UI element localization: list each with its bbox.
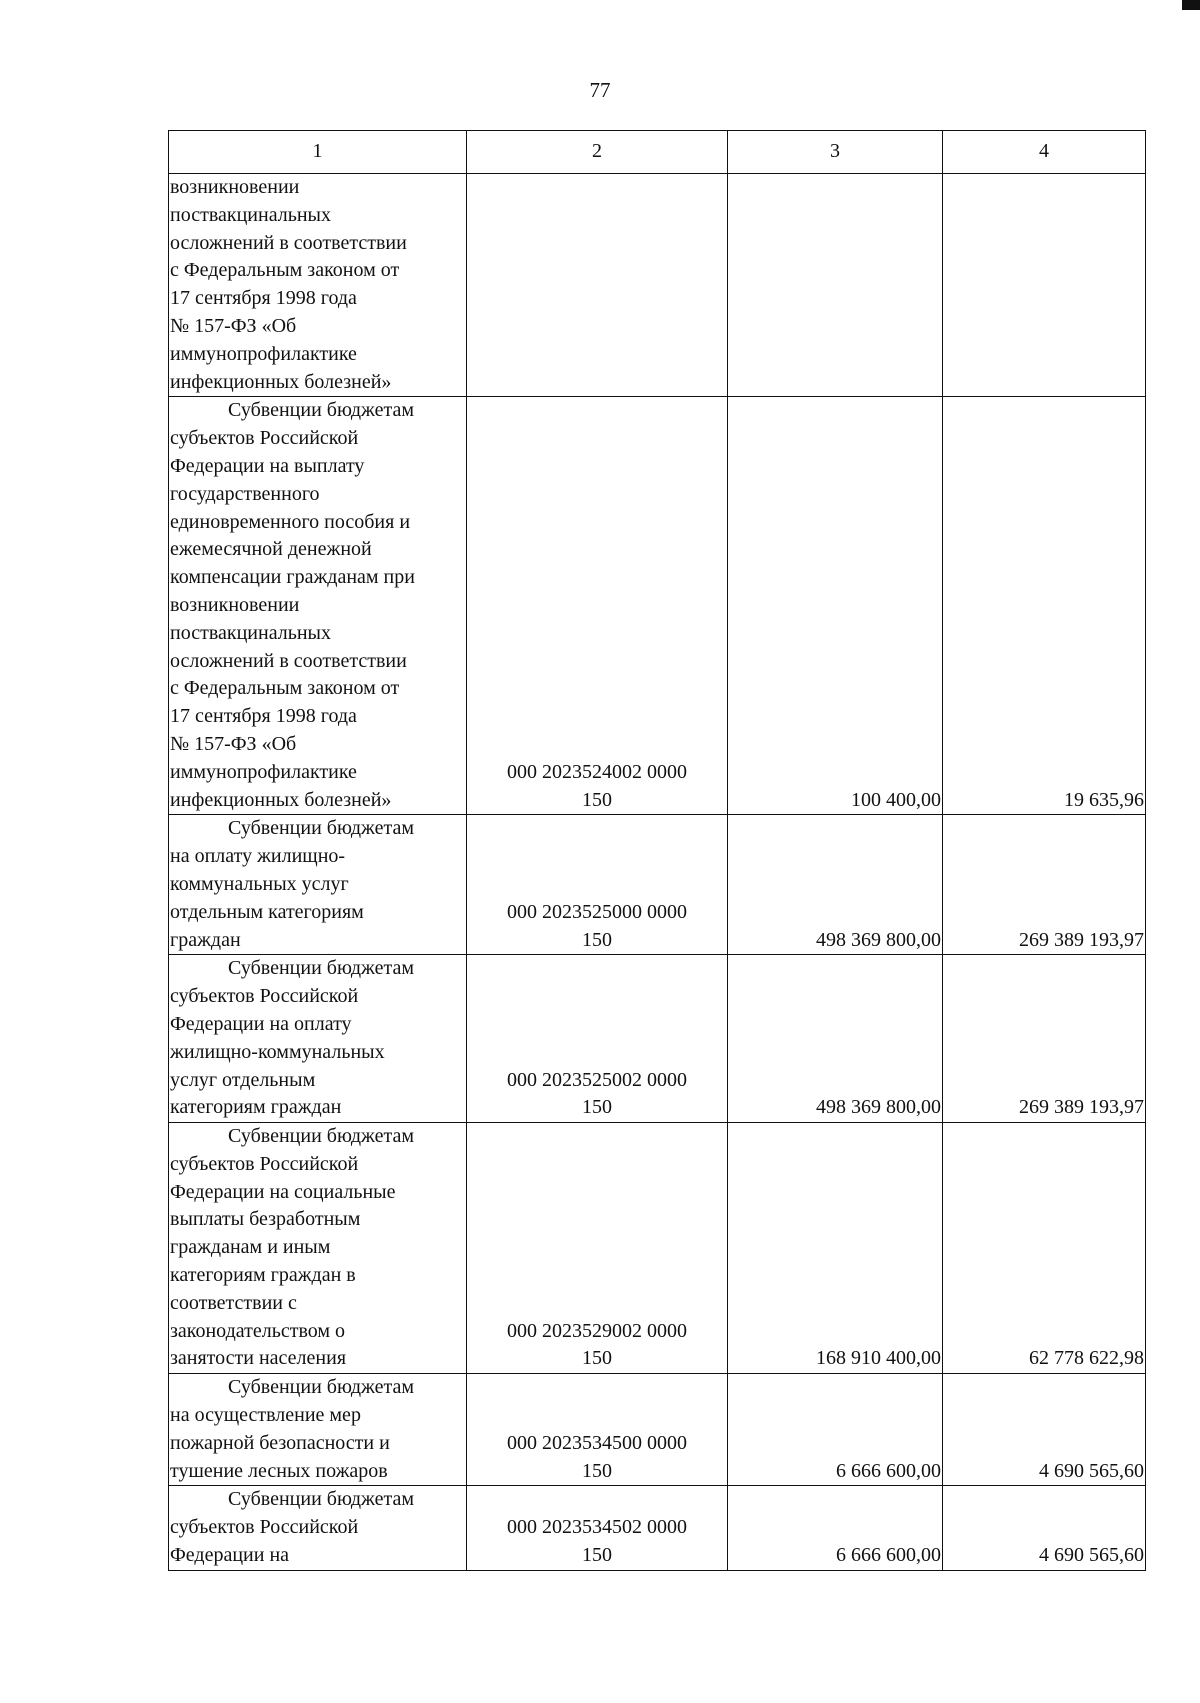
row-description-cell	[169, 1486, 467, 1570]
row-value-3: 168 910 400,00	[728, 1123, 943, 1374]
row-code-cell	[467, 955, 728, 1123]
row-value-4: 4 690 565,60	[943, 1486, 1146, 1570]
row-code-cell	[467, 1123, 728, 1374]
row-code-cell	[467, 174, 728, 397]
row-value-4: 269 389 193,97	[943, 955, 1146, 1123]
row-value-4: 62 778 622,98	[943, 1123, 1146, 1374]
scan-corner-mark	[1182, 0, 1200, 10]
row-description-text: Субвенции бюджетам на оплату жилищно- коммунальных услуг отдельным категориям граждан	[170, 817, 414, 951]
table-body	[169, 174, 1146, 1571]
row-value-3	[728, 174, 943, 397]
row-description-cell	[169, 815, 467, 955]
row-description-cell	[169, 1374, 467, 1486]
row-description	[170, 815, 465, 954]
row-value-3: 100 400,00	[728, 397, 943, 815]
header-col-2: 2	[467, 131, 728, 174]
row-code-cell	[467, 1486, 728, 1570]
row-value-4: 269 389 193,97	[943, 815, 1146, 955]
row-code: 000 2023529002 0000 150	[507, 1319, 687, 1370]
row-code: 000 2023525002 0000 150	[507, 1068, 687, 1119]
row-value-4	[943, 174, 1146, 397]
row-description-text: Субвенции бюджетам субъектов Российской Федерации на	[170, 1488, 414, 1567]
header-col-3: 3	[728, 131, 943, 174]
row-description: возникновении поствакцинальных осложнений в соответствии с Федеральным законом от 17 сентября 1998 года № 157-ФЗ «Об иммунопрофилактике инфекционных болезней»	[170, 176, 407, 393]
row-code-cell	[467, 397, 728, 815]
table-row	[169, 1123, 1146, 1374]
table-row	[169, 1486, 1146, 1570]
table-header	[169, 131, 1146, 174]
row-description-text: Субвенции бюджетам субъектов Российской Федерации на оплату жилищно-коммунальных услуг отдельным категориям граждан	[170, 957, 414, 1119]
row-code: 000 2023534502 0000 150	[507, 1516, 687, 1567]
row-description-cell	[169, 397, 467, 815]
row-code-cell	[467, 1374, 728, 1486]
row-value-4: 4 690 565,60	[943, 1374, 1146, 1486]
row-description-text: Субвенции бюджетам на осуществление мер пожарной безопасности и тушение лесных пожаров	[170, 1376, 414, 1482]
budget-table	[168, 130, 1146, 1571]
header-col-1: 1	[169, 131, 467, 174]
row-code-cell	[467, 815, 728, 955]
header-row	[169, 131, 1146, 174]
row-description	[170, 1123, 465, 1373]
row-description-cell	[169, 955, 467, 1123]
row-description	[170, 1374, 465, 1485]
row-description-cell	[169, 174, 467, 397]
row-description-text: Субвенции бюджетам субъектов Российской Федерации на социальные выплаты безработным гражданам и иным категориям граждан в соответствии с законодательством о занятости населения	[170, 1125, 414, 1370]
table-row	[169, 174, 1146, 397]
row-code: 000 2023525000 0000 150	[507, 900, 687, 951]
row-value-3: 498 369 800,00	[728, 815, 943, 955]
row-description	[170, 397, 465, 814]
row-code: 000 2023534500 0000 150	[507, 1431, 687, 1482]
row-value-3: 6 666 600,00	[728, 1374, 943, 1486]
table-row	[169, 955, 1146, 1123]
row-description-cell	[169, 1123, 467, 1374]
page-number: 77	[589, 78, 611, 102]
row-value-4: 19 635,96	[943, 397, 1146, 815]
row-description	[170, 1486, 465, 1569]
row-code: 000 2023524002 0000 150	[507, 760, 687, 811]
table-row	[169, 1374, 1146, 1486]
row-description	[170, 955, 465, 1122]
row-value-3: 6 666 600,00	[728, 1486, 943, 1570]
header-col-4: 4	[943, 131, 1146, 174]
table-row	[169, 397, 1146, 815]
table-row	[169, 815, 1146, 955]
row-description-text: Субвенции бюджетам субъектов Российской Федерации на выплату государственного единовременного пособия и ежемесячной денежной компенсации гражданам при возникновении поствакцинальных осложнений в соответствии с Федеральным законом от 17 сентября 1998 года № 157-ФЗ «Об иммунопрофилактике инфекционных болезней»	[170, 399, 415, 811]
row-value-3: 498 369 800,00	[728, 955, 943, 1123]
